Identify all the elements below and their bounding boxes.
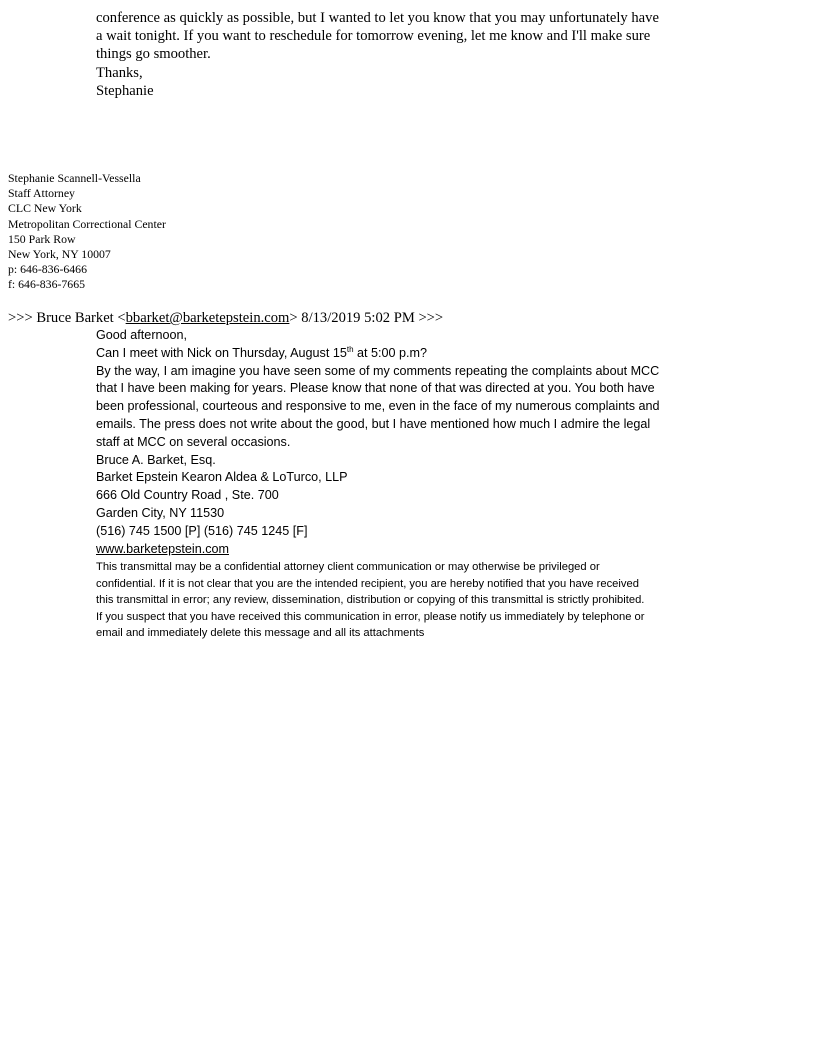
quoted-body-line: that I have been making for years. Please know that none of that was directed at you. You both have [96, 381, 655, 396]
reply-message [96, 9, 736, 100]
sender-email-link[interactable]: bbarket@barketepstein.com [125, 310, 290, 326]
reply-line: things go smoother. [96, 46, 211, 63]
disclaimer-line: This transmittal may be a confidential attorney client communication or may otherwise be privileged or [96, 561, 600, 574]
signature-title: Staff Attorney [8, 186, 75, 201]
quoted-greeting: Good afternoon, [96, 328, 188, 342]
quote-header-suffix: > 8/13/2019 5:02 PM >>> [289, 310, 444, 326]
signature-fax: f: 646-836-7665 [8, 277, 85, 292]
reply-sender-name: Stephanie [96, 82, 154, 99]
request-text: Can I meet with Nick on Thursday, August 15 [96, 345, 347, 360]
reply-line: a wait tonight. If you want to reschedule for tomorrow evening, let me know and I'll make sure [96, 28, 651, 45]
quoted-body-line: By the way, I am imagine you have seen some of my comments repeating the complaints about MCC [96, 363, 660, 378]
sender-signature-block [8, 171, 166, 293]
quoted-message-header [8, 309, 443, 327]
quoted-sig-street: 666 Old Country Road , Ste. 700 [96, 488, 279, 503]
signature-phone: p: 646-836-6466 [8, 262, 87, 277]
confidentiality-disclaimer [96, 559, 736, 641]
signature-org: CLC New York [8, 201, 82, 216]
quoted-sig-city: Garden City, NY 11530 [96, 505, 225, 520]
quoted-body-line: emails. The press does not write about the good, but I have mentioned how much I admire the legal [96, 416, 651, 431]
disclaimer-line: confidential. If it is not clear that you are the intended recipient, you are hereby notified that you have received [96, 577, 639, 590]
quoted-sig-firm: Barket Epstein Kearon Aldea & LoTurco, LLP [96, 470, 348, 485]
disclaimer-line: If you suspect that you have received this communication in error, please notify us immediately by telephone or [96, 610, 645, 623]
quoted-body-line: been professional, courteous and responsive to me, even in the face of my numerous complaints and [96, 399, 660, 414]
quote-header-prefix: >>> Bruce Barket < [8, 310, 126, 326]
reply-line: conference as quickly as possible, but I wanted to let you know that you may unfortunately have [96, 10, 659, 26]
signature-street: 150 Park Row [8, 231, 76, 246]
disclaimer-line: email and immediately delete this message and all its attachments [96, 626, 425, 639]
quoted-body-line: staff at MCC on several occasions. [96, 434, 291, 449]
signature-facility: Metropolitan Correctional Center [8, 216, 166, 231]
disclaimer-line: this transmittal in error; any review, dissemination, distribution or copying of this transmittal is strictly prohibited. [96, 594, 645, 607]
quoted-sig-name: Bruce A. Barket, Esq. [96, 452, 216, 467]
website-link[interactable]: www.barketepstein.com [96, 541, 229, 556]
quoted-sig-phones: (516) 745 1500 [P] (516) 745 1245 [F] [96, 523, 308, 538]
reply-closing: Thanks, [96, 64, 143, 81]
request-time: at 5:00 p.m? [353, 345, 428, 360]
quoted-message-body [96, 327, 736, 641]
request-superscript: th [346, 344, 354, 354]
quoted-request [96, 345, 736, 363]
signature-city: New York, NY 10007 [8, 247, 111, 262]
signature-name: Stephanie Scannell-Vessella [8, 171, 141, 185]
